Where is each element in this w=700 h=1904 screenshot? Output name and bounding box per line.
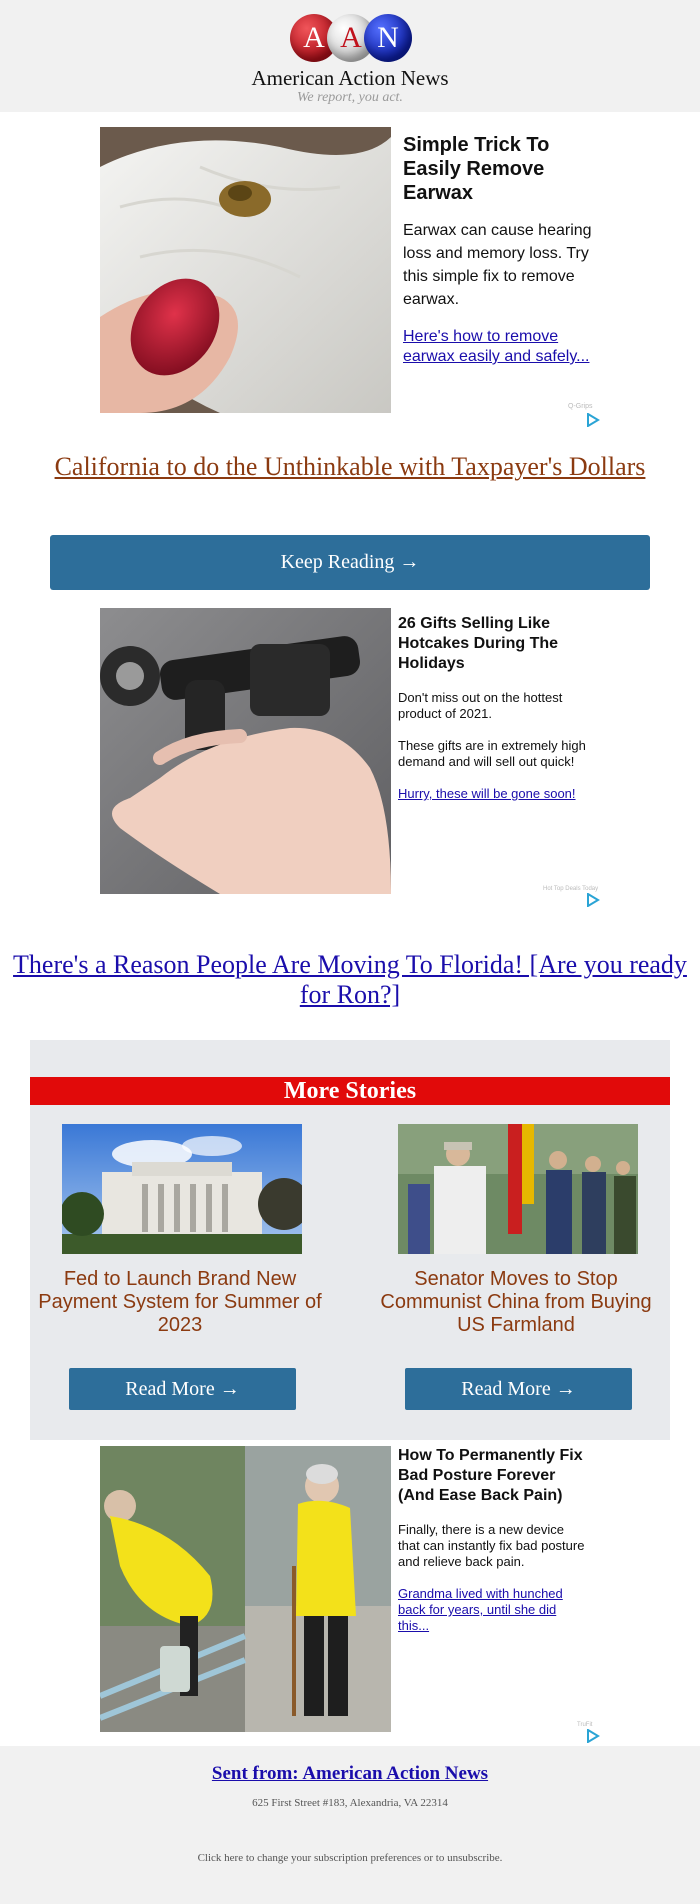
china-story-title[interactable]: Senator Moves to Stop Communist China from Buying US Farmland: [380, 1268, 652, 1336]
california-headline-link[interactable]: California to do the Unthinkable with Taxpayer's Dollars: [54, 452, 646, 481]
gifts-ad-sponsor: Hot Top Deals Today: [543, 886, 599, 892]
adchoices-icon[interactable]: [586, 1729, 600, 1743]
earwax-ad[interactable]: [100, 127, 600, 427]
posture-ad-sponsor: TruFit: [577, 1722, 593, 1728]
posture-ad-image[interactable]: [100, 1446, 391, 1732]
brand-name: American Action News: [251, 66, 449, 90]
earwax-ad-text: [403, 127, 593, 367]
aan-logo[interactable]: [290, 14, 412, 62]
adchoices-icon[interactable]: [586, 413, 600, 427]
posture-ad-link[interactable]: Grandma lived with hunched back for years, until she did this...: [398, 1586, 563, 1633]
adchoices-icon[interactable]: [586, 893, 600, 907]
logo-ball-n: N: [364, 14, 412, 62]
posture-ad-description: Finally, there is a new device that can instantly fix bad posture and relieve back pain.: [398, 1522, 585, 1569]
keep-reading-button[interactable]: Keep Reading →: [50, 535, 650, 590]
gifts-ad-description: Don't miss out on the hottest product of 2021.: [398, 690, 563, 721]
gifts-ad[interactable]: [100, 608, 600, 908]
more-stories-section: [30, 1040, 670, 1440]
gifts-ad-link[interactable]: Hurry, these will be gone soon!: [398, 786, 576, 801]
earwax-ad-sponsor: Q-Grips: [568, 403, 593, 410]
posture-ad[interactable]: [100, 1446, 600, 1746]
unsubscribe-link[interactable]: Click here to change your subscription preferences or to unsubscribe.: [197, 1852, 503, 1864]
gifts-ad-text: [398, 608, 588, 802]
posture-ad-title[interactable]: How To Permanently Fix Bad Posture Forever (And Ease Back Pain): [398, 1447, 583, 1504]
florida-headline-link[interactable]: There's a Reason People Are Moving To Florida! [Are you ready for Ron?]: [13, 950, 687, 1009]
gifts-ad-description-2: These gifts are in extremely high demand and will sell out quick!: [398, 738, 586, 769]
earwax-ad-title[interactable]: Simple Trick To Easily Remove Earwax: [403, 134, 550, 204]
china-read-more-button[interactable]: Read More →: [405, 1368, 632, 1410]
fed-read-more-button[interactable]: Read More →: [69, 1368, 296, 1410]
posture-ad-text: [398, 1446, 588, 1634]
fed-building-image[interactable]: [62, 1124, 302, 1254]
china-soldiers-image[interactable]: [398, 1124, 638, 1254]
mailing-address: 625 First Street #183, Alexandria, VA 22314: [252, 1797, 448, 1809]
fed-story-title[interactable]: Fed to Launch Brand New Payment System for Summer of 2023: [38, 1268, 322, 1336]
logo-ball-a: A: [290, 14, 338, 62]
earwax-ad-description: Earwax can cause hearing loss and memory loss. Try this simple fix to remove earwax.: [403, 222, 592, 308]
email-header: [0, 0, 700, 112]
gifts-ad-title[interactable]: 26 Gifts Selling Like Hotcakes During The Holidays: [398, 615, 559, 672]
earwax-ad-image[interactable]: [100, 127, 391, 413]
logo-ball-a2: A: [327, 14, 375, 62]
email-footer: [0, 1746, 700, 1904]
more-stories-heading: More Stories: [30, 1077, 670, 1105]
gifts-ad-image[interactable]: [100, 608, 391, 894]
earwax-ad-link[interactable]: Here's how to remove earwax easily and safely...: [403, 328, 590, 365]
tagline: We report, you act.: [297, 90, 403, 105]
sent-from-link[interactable]: Sent from: American Action News: [211, 1763, 489, 1784]
